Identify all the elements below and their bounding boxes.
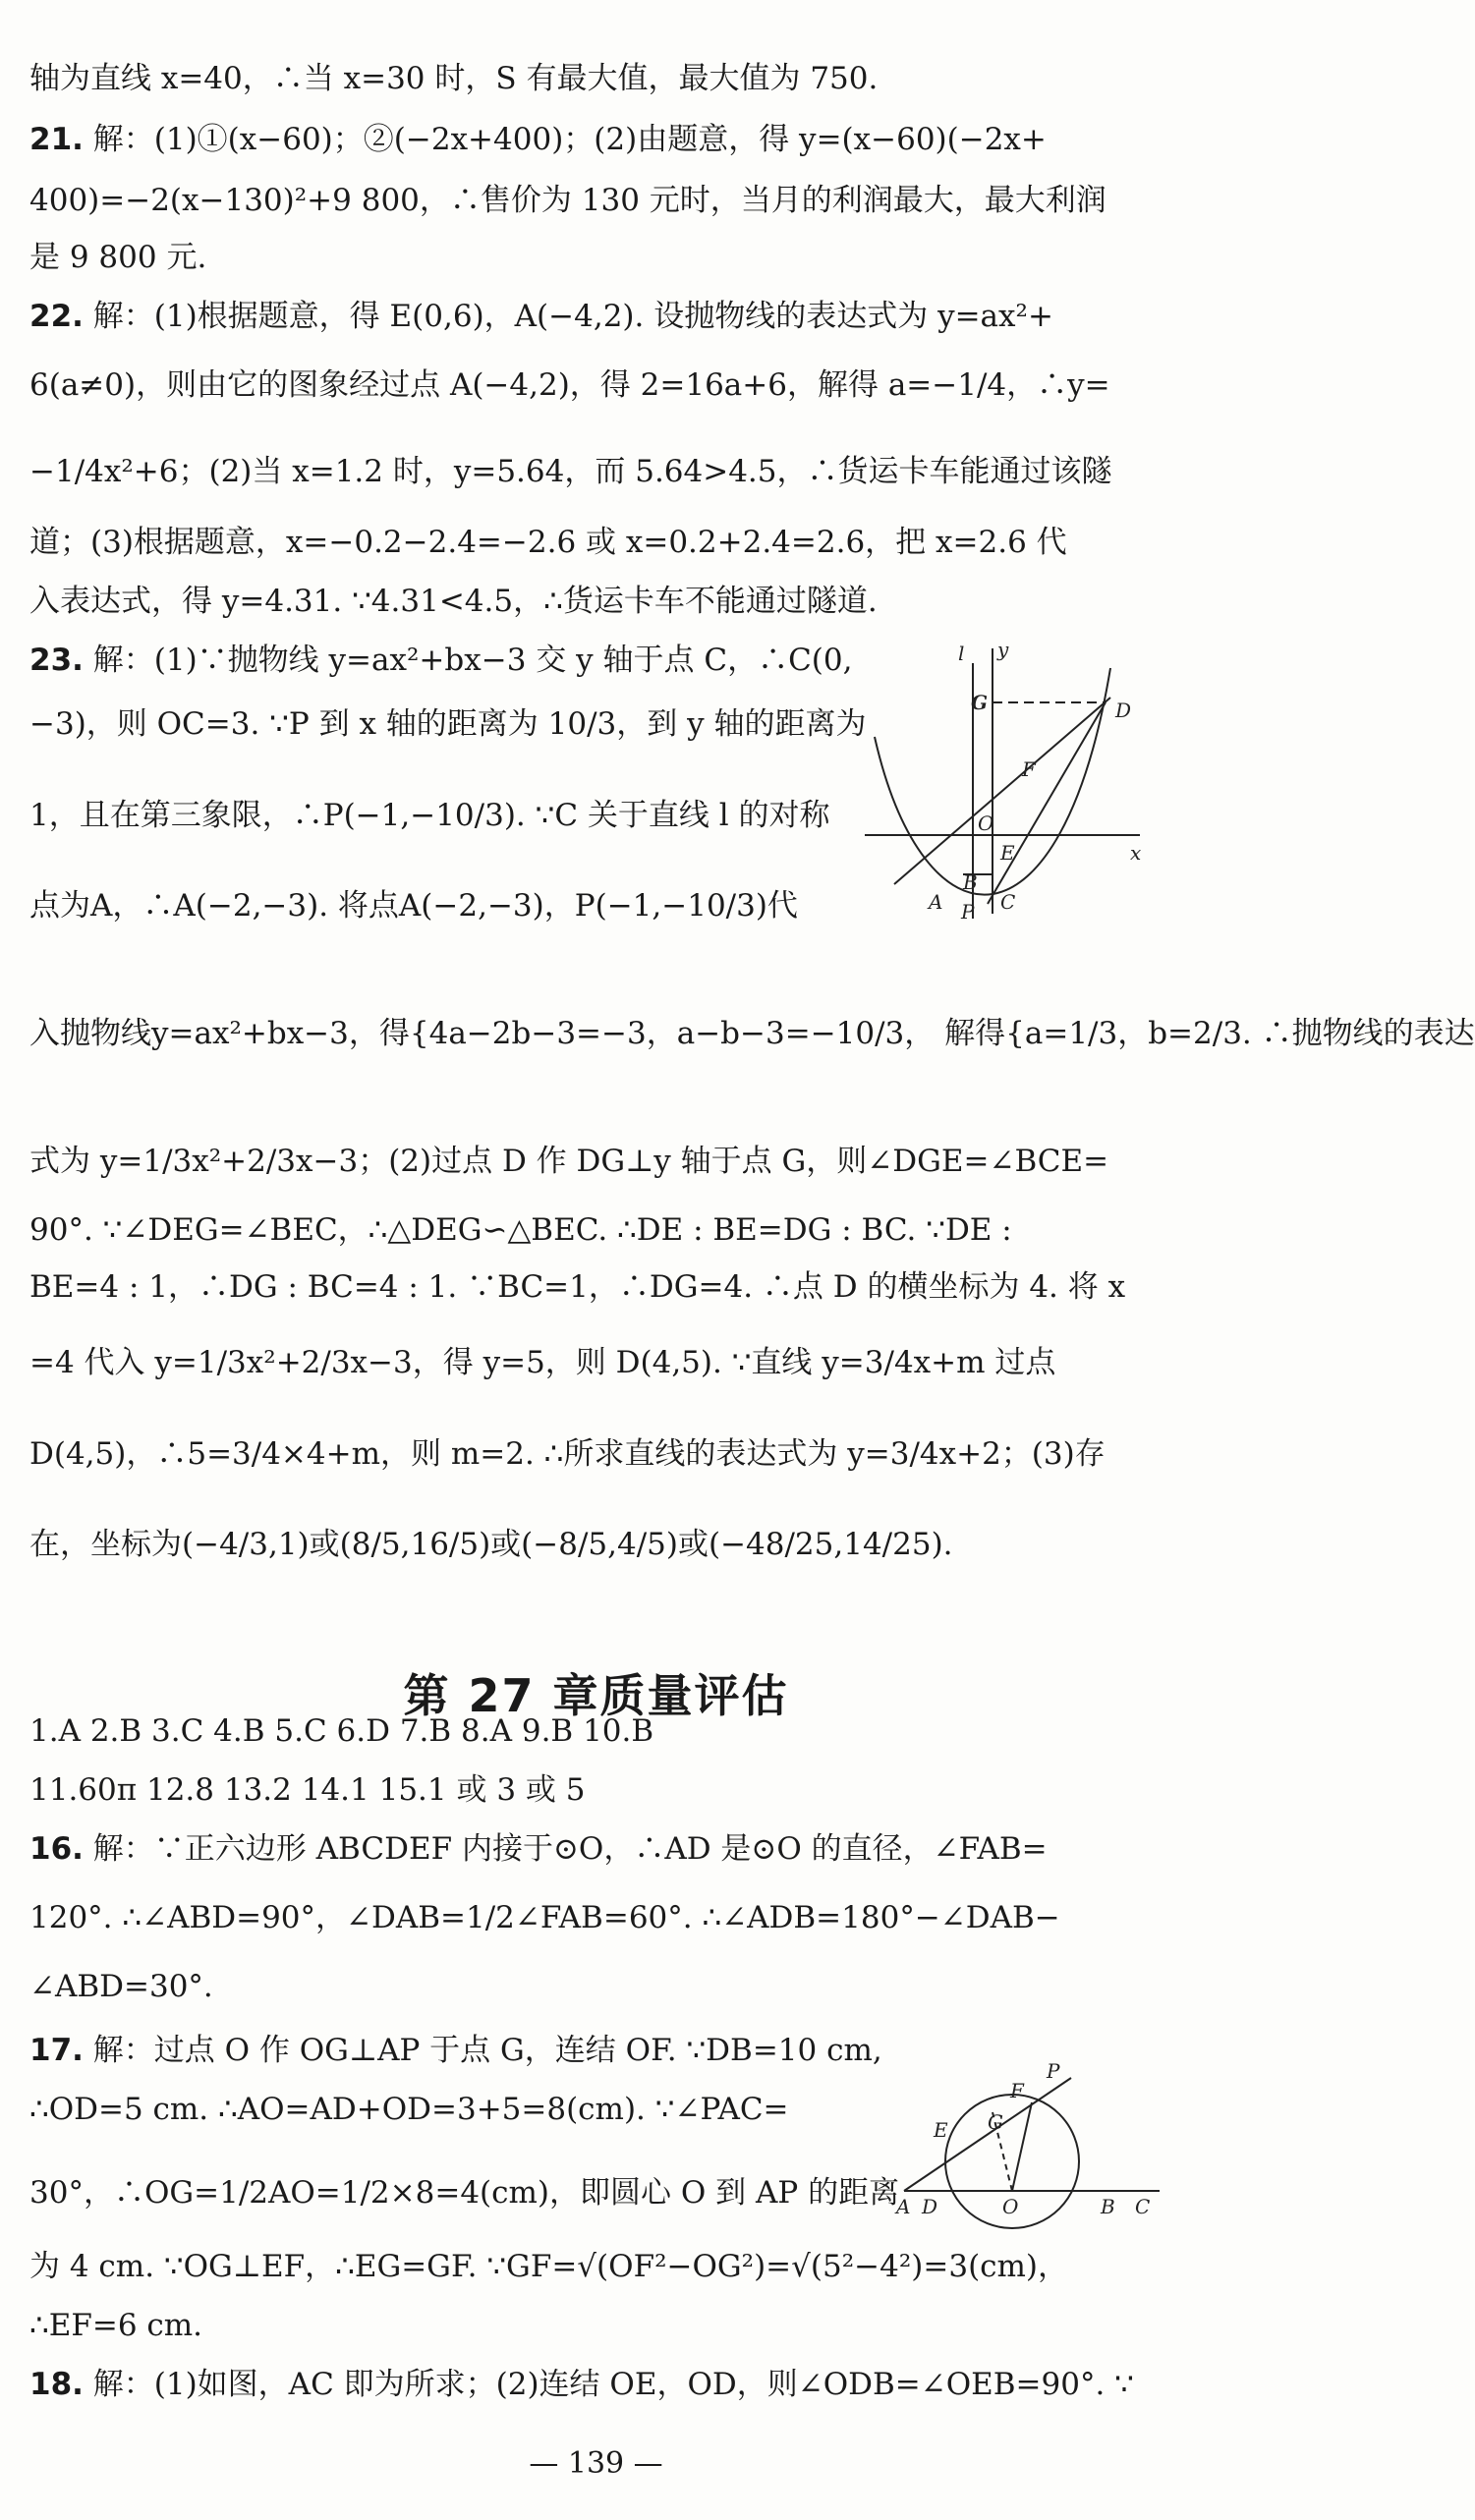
line-content: 解：(1)∵抛物线 y=ax²+bx−3 交 y 轴于点 C，∴C(0, xyxy=(83,643,853,678)
label-c: C xyxy=(1000,890,1016,914)
label-g: G xyxy=(988,2110,1003,2134)
question-number: 21. xyxy=(29,122,84,157)
text-line xyxy=(29,2306,202,2345)
line-content: 点为A，∴A(−2,−3). 将点A(−2,−3)，P(−1,−10/3)代 xyxy=(29,888,798,924)
label-o: O xyxy=(978,812,994,835)
line-content: 式为 y=1/3x²+2/3x−3；(2)过点 D 作 DG⊥y 轴于点 G，则∠DGE=∠BCE= xyxy=(29,1144,1109,1179)
label-g: G xyxy=(971,691,989,714)
label-x: x xyxy=(1130,841,1142,865)
line-content: 1，且在第三象限，∴P(−1,−10/3). ∵C 关于直线 l 的对称 xyxy=(29,798,830,833)
label-a: A xyxy=(929,890,943,914)
line-content: 解：(1)根据题意，得 E(0,6)，A(−4,2). 设抛物线的表达式为 y=ax²+ xyxy=(83,299,1053,334)
label-a: A xyxy=(896,2195,911,2218)
text-line xyxy=(29,2247,1068,2286)
text-line xyxy=(29,1525,953,1564)
circle-figure xyxy=(894,2058,1169,2235)
label-b: B xyxy=(963,870,978,894)
text-line xyxy=(29,2090,789,2129)
line-content: 解：(1)如图，AC 即为所求；(2)连结 OE，OD，则∠ODB=∠OEB=90°. ∵ xyxy=(83,2367,1134,2402)
line-content: 400)=−2(x−130)²+9 800，∴售价为 130 元时，当月的利润最大，最大利润 xyxy=(29,183,1106,218)
label-l: l xyxy=(958,642,965,665)
label-o: O xyxy=(1002,2195,1019,2218)
label-d: D xyxy=(922,2195,938,2218)
line-content: 轴为直线 x=40，∴当 x=30 时，S 有最大值，最大值为 750. xyxy=(29,61,879,96)
label-d: D xyxy=(1115,699,1132,722)
text-line xyxy=(29,523,1067,562)
text-line xyxy=(29,452,1112,491)
text-line xyxy=(29,1829,1048,1869)
text-line xyxy=(29,1343,1055,1382)
line-ap xyxy=(904,2078,1071,2191)
text-line xyxy=(29,2031,882,2070)
question-number: 17. xyxy=(29,2033,84,2068)
line-content: =4 代入 y=1/3x²+2/3x−3，得 y=5，则 D(4,5). ∵直线 y=3/4x+m 过点 xyxy=(29,1345,1056,1380)
text-line xyxy=(29,886,798,925)
line-content: 90°. ∵∠DEG=∠BEC，∴△DEG∽△BEC. ∴DE : BE=DG : BC. ∵DE : xyxy=(29,1212,1012,1248)
line-content: 11.60π 12.8 13.2 14.1 15.1 或 3 或 5 xyxy=(29,1772,586,1808)
text-line xyxy=(29,59,878,98)
label-c: C xyxy=(1135,2195,1151,2218)
text-line xyxy=(29,704,867,744)
text-line xyxy=(29,1967,213,2006)
line-content: 解：(1)①(x−60)；②(−2x+400)；(2)由题意，得 y=(x−60)(−2x+ xyxy=(83,122,1047,157)
line-bd xyxy=(988,702,1106,904)
line-content: 入抛物线y=ax²+bx−3，得{4a−2b−3=−3，a−b−3=−10/3， 解得{a=1/3，b=2/3. ∴抛物线的表达 xyxy=(29,1016,1475,1051)
label-y: y xyxy=(997,638,1009,661)
question-number: 23. xyxy=(29,643,84,678)
line-content: ∴EF=6 cm. xyxy=(29,2308,203,2343)
label-p: P xyxy=(961,900,975,924)
line-content: BE=4 : 1，∴DG : BC=4 : 1. ∵BC=1，∴DG=4. ∴点 D 的横坐标为 4. 将 x xyxy=(29,1269,1126,1305)
line-content: 解：过点 O 作 OG⊥AP 于点 G，连结 OF. ∵DB=10 cm, xyxy=(83,2033,882,2068)
text-line xyxy=(29,1014,1475,1053)
text-line xyxy=(29,365,1110,405)
text-line xyxy=(29,1770,586,1810)
line-content: 解：∵正六边形 ABCDEF 内接于⊙O，∴AD 是⊙O 的直径，∠FAB= xyxy=(83,1831,1048,1867)
text-line xyxy=(29,120,1047,159)
label-f: F xyxy=(1022,757,1036,781)
text-line xyxy=(29,796,830,835)
text-line xyxy=(29,1434,1106,1474)
line-content: 道；(3)根据题意，x=−0.2−2.4=−2.6 或 x=0.2+2.4=2.6，把 x=2.6 代 xyxy=(29,525,1067,560)
text-line xyxy=(29,1898,1060,1937)
label-f: F xyxy=(1010,2079,1024,2102)
line-content: −1/4x²+6；(2)当 x=1.2 时，y=5.64，而 5.64>4.5，∴货运卡车能通过该隧 xyxy=(29,454,1112,489)
question-number: 22. xyxy=(29,299,84,334)
line-content: D(4,5)，∴5=3/4×4+m，则 m=2. ∴所求直线的表达式为 y=3/4x+2；(3)存 xyxy=(29,1436,1106,1472)
line-content: 为 4 cm. ∵OG⊥EF，∴EG=GF. ∵GF=√(OF²−OG²)=√(5²−4²)=3(cm)， xyxy=(29,2249,1069,2284)
line-content: 30°，∴OG=1/2AO=1/2×8=4(cm)，即圆心 O 到 AP 的距离 xyxy=(29,2175,900,2211)
line-content: 1.A 2.B 3.C 4.B 5.C 6.D 7.B 8.A 9.B 10.B xyxy=(29,1713,654,1749)
question-number: 18. xyxy=(29,2367,84,2402)
text-line xyxy=(29,238,206,277)
line-content: ∠ABD=30°. xyxy=(29,1969,213,2004)
text-line xyxy=(29,181,1106,220)
line-content: 120°. ∴∠ABD=90°，∠DAB=1/2∠FAB=60°. ∴∠ADB=180°−∠DAB− xyxy=(29,1900,1060,1935)
line-content: ∴OD=5 cm. ∴AO=AD+OD=3+5=8(cm). ∵∠PAC= xyxy=(29,2092,789,2127)
text-line xyxy=(29,582,878,621)
label-b: B xyxy=(1101,2195,1115,2218)
text-line xyxy=(29,641,852,680)
line-content: 入表达式，得 y=4.31. ∵4.31<4.5，∴货运卡车不能通过隧道. xyxy=(29,584,878,619)
line-content: −3)，则 OC=3. ∵P 到 x 轴的距离为 10/3，到 y 轴的距离为 xyxy=(29,706,867,742)
parabola-figure xyxy=(855,639,1150,933)
line-content: 6(a≠0)，则由它的图象经过点 A(−4,2)，得 2=16a+6，解得 a=−1/4，∴y= xyxy=(29,367,1110,403)
page-number: — 139 — xyxy=(529,2446,663,2481)
question-number: 16. xyxy=(29,1831,84,1867)
line-content: 在，坐标为(−4/3,1)或(8/5,16/5)或(−8/5,4/5)或(−48/25,14/25). xyxy=(29,1527,953,1562)
label-p: P xyxy=(1047,2059,1060,2083)
label-e: E xyxy=(1000,841,1015,865)
line-content: 是 9 800 元. xyxy=(29,240,207,275)
text-line xyxy=(29,1142,1108,1181)
text-line xyxy=(29,1267,1125,1307)
text-line xyxy=(29,2173,899,2212)
text-line xyxy=(29,297,1053,336)
section-title: 第 27 章质量评估 xyxy=(403,1669,789,1722)
text-line xyxy=(29,2365,1134,2404)
text-line xyxy=(29,1210,1012,1250)
label-e: E xyxy=(934,2118,948,2142)
